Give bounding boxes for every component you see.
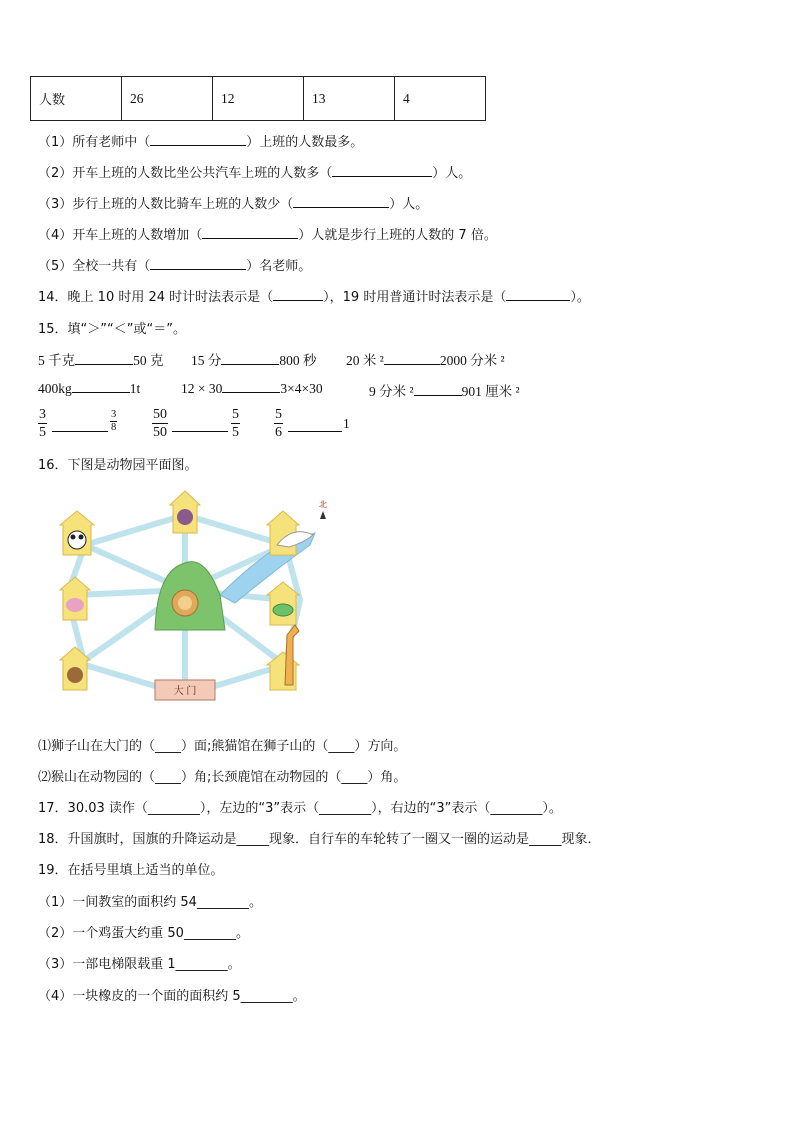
answer-blank[interactable] bbox=[75, 352, 133, 365]
compare-left: 12 × 30 bbox=[181, 381, 223, 396]
lion-face-icon bbox=[178, 596, 192, 610]
answer-blank[interactable] bbox=[332, 164, 432, 177]
fraction-numerator: 5 bbox=[232, 407, 239, 422]
q15-row-2b bbox=[181, 380, 323, 397]
q14-text: ），19 时用普通计时法表示是（ bbox=[323, 290, 507, 305]
answer-blank[interactable] bbox=[150, 133, 246, 146]
data-table bbox=[30, 76, 486, 121]
q13-item-1 bbox=[38, 131, 363, 150]
elephant-icon bbox=[66, 598, 84, 612]
question-16-title: 16．下图是动物园平面图。 bbox=[38, 458, 198, 473]
q13-item-text: （5）全校一共有（ bbox=[38, 259, 151, 274]
q19-item-4: （4）一块橡皮的一个面的面积约 5________。 bbox=[38, 989, 306, 1004]
q14-text: 14．晚上 10 时用 24 时计时法表示是（ bbox=[38, 290, 274, 305]
q13-item-3 bbox=[38, 193, 428, 212]
fraction bbox=[38, 406, 47, 441]
compare-right: 800 秒 bbox=[279, 353, 317, 368]
answer-blank[interactable] bbox=[172, 419, 228, 432]
fraction-denominator: 5 bbox=[39, 425, 46, 440]
fraction-denominator: 8 bbox=[111, 422, 117, 433]
fraction bbox=[110, 409, 117, 434]
fraction-numerator: 3 bbox=[111, 409, 117, 420]
q13-item-text: （3）步行上班的人数比骑车上班的人数少（ bbox=[38, 197, 294, 212]
compare-left: 15 分 bbox=[191, 353, 222, 368]
question-19-title: 19．在括号里填上适当的单位。 bbox=[38, 863, 224, 878]
answer-blank[interactable] bbox=[221, 352, 279, 365]
fraction-denominator: 5 bbox=[232, 425, 239, 440]
answer-blank[interactable] bbox=[288, 419, 342, 432]
compare-right: 50 克 bbox=[133, 353, 164, 368]
fraction-numerator: 3 bbox=[39, 407, 46, 422]
fraction bbox=[231, 406, 240, 441]
answer-blank[interactable] bbox=[150, 257, 246, 270]
monkey-icon bbox=[67, 667, 83, 683]
zoo-map bbox=[45, 485, 345, 715]
compare-left: 400kg bbox=[38, 381, 72, 396]
q15-row-2 bbox=[38, 380, 140, 397]
compare-right: 901 厘米 ² bbox=[461, 384, 520, 399]
q13-item-text: （1）所有老师中（ bbox=[38, 135, 151, 150]
answer-blank[interactable] bbox=[222, 380, 280, 393]
answer-blank[interactable] bbox=[293, 195, 389, 208]
question-18: 18．升国旗时，国旗的升降运动是_____现象．自行车的车轮转了一圈又一圈的运动是_____现象． bbox=[38, 832, 601, 847]
q15-row-1b bbox=[191, 349, 317, 369]
q19-item-1: （1）一间教室的面积约 54________。 bbox=[38, 895, 262, 910]
question-14 bbox=[38, 286, 590, 305]
compare-left: 20 米 ² bbox=[346, 353, 384, 368]
fraction-denominator: 6 bbox=[275, 425, 282, 440]
question-17: 17．30.03 读作（________），左边的“3”表示（________），右边的“3”表示（________）。 bbox=[38, 801, 562, 816]
table-cell: 12 bbox=[213, 77, 304, 121]
q13-item-text: ）名老师。 bbox=[246, 259, 312, 274]
fraction-denominator: 50 bbox=[153, 425, 167, 440]
q13-item-text: ）人就是步行上班的人数的 7 倍。 bbox=[298, 228, 497, 243]
compare-left: 5 千克 bbox=[38, 353, 76, 368]
answer-blank[interactable] bbox=[202, 226, 298, 239]
gate-label: 大 门 bbox=[173, 686, 197, 697]
fish-icon bbox=[273, 604, 293, 616]
compare-right: 3×4×30 bbox=[280, 381, 323, 396]
q15-row-2c bbox=[369, 380, 520, 400]
answer-blank[interactable] bbox=[52, 419, 108, 432]
q13-item-text: （4）开车上班的人数增加（ bbox=[38, 228, 203, 243]
fraction bbox=[274, 406, 283, 441]
north-arrow-icon bbox=[320, 511, 326, 519]
answer-blank[interactable] bbox=[273, 288, 323, 301]
q16-line-2: ⑵猴山在动物园的（____）角;长颈鹿馆在动物园的（____）角。 bbox=[38, 770, 407, 785]
table-row bbox=[31, 77, 486, 121]
question-15-title: 15．填“＞”“＜”或“＝”。 bbox=[38, 322, 186, 337]
answer-blank[interactable] bbox=[72, 380, 130, 393]
q15-row-1c bbox=[346, 349, 505, 369]
table-cell: 4 bbox=[395, 77, 486, 121]
q13-item-text: （2）开车上班的人数比坐公共汽车上班的人数多（ bbox=[38, 166, 333, 181]
fraction-numerator: 5 bbox=[275, 407, 282, 422]
answer-blank[interactable] bbox=[384, 352, 440, 365]
table-cell: 26 bbox=[122, 77, 213, 121]
answer-blank[interactable] bbox=[506, 288, 570, 301]
q13-item-2 bbox=[38, 162, 471, 181]
q16-line-1: ⑴狮子山在大门的（____）面;熊猫馆在狮子山的（____）方向。 bbox=[38, 739, 407, 754]
fraction-numerator: 50 bbox=[153, 407, 167, 422]
compare-left: 9 分米 ² bbox=[369, 384, 414, 399]
giraffe-icon bbox=[285, 625, 299, 685]
q13-item-4 bbox=[38, 224, 497, 243]
north-label: 北 bbox=[319, 500, 327, 509]
table-cell: 13 bbox=[304, 77, 395, 121]
answer-blank[interactable] bbox=[414, 383, 462, 396]
table-cell: 人数 bbox=[31, 77, 122, 121]
q13-item-text: ）人。 bbox=[389, 197, 429, 212]
q19-item-3: （3）一部电梯限载重 1________。 bbox=[38, 957, 241, 972]
gorilla-icon bbox=[177, 509, 193, 525]
compare-right: 1t bbox=[129, 381, 141, 396]
q15-row-1 bbox=[38, 349, 164, 369]
q13-item-5 bbox=[38, 255, 311, 274]
q19-item-2: （2）一个鸡蛋大约重 50________。 bbox=[38, 926, 249, 941]
q14-text: ）。 bbox=[570, 290, 590, 305]
compare-right: 2000 分米 ² bbox=[439, 353, 505, 368]
q13-item-text: ）人。 bbox=[432, 166, 472, 181]
q13-item-text: ）上班的人数最多。 bbox=[246, 135, 364, 150]
panda-icon bbox=[68, 531, 86, 549]
number-one: 1 bbox=[343, 416, 350, 431]
fraction bbox=[152, 406, 168, 441]
